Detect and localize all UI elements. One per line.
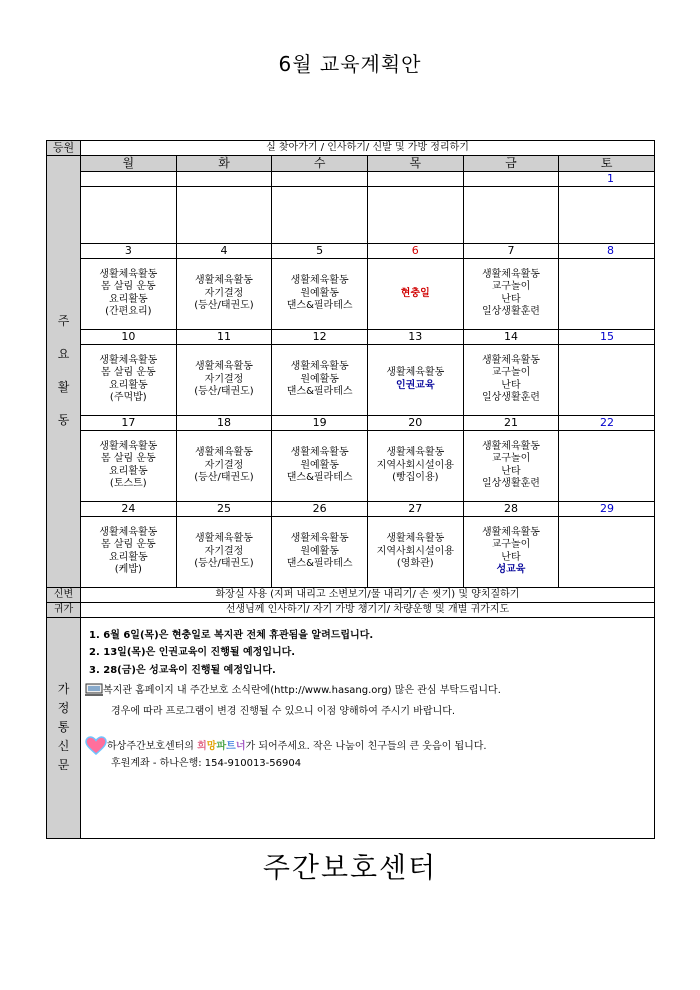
activity-line: 생활체육활동 <box>195 275 253 286</box>
date-cell <box>81 171 177 186</box>
activity-row <box>47 516 655 587</box>
program-change-notice: 경우에 따라 프로그램이 변경 진행될 수 있으니 이점 양해하여 주시기 바랍니다. <box>111 705 456 717</box>
activity-line: 생활체육활동 <box>195 447 253 458</box>
day-header: 토 <box>559 155 655 171</box>
date-cell: 19 <box>272 415 368 430</box>
activity-cell <box>272 186 368 243</box>
activity-cell <box>367 344 463 415</box>
newsletter-char: 신 <box>57 739 70 754</box>
activity-cell <box>463 258 559 329</box>
partner-char: 트 <box>226 741 236 753</box>
activity-cell <box>272 516 368 587</box>
main-activity-char: 요 <box>57 347 70 362</box>
day-header: 월 <box>81 155 177 171</box>
activity-cell <box>272 258 368 329</box>
activity-line: (영화관) <box>396 558 434 569</box>
date-cell: 29 <box>559 501 655 516</box>
day-header: 화 <box>176 155 272 171</box>
date-cell: 27 <box>367 501 463 516</box>
activity-line: 댄스&필라테스 <box>286 472 353 483</box>
date-cell: 17 <box>81 415 177 430</box>
date-row <box>47 501 655 516</box>
activity-line: 요리활동 <box>109 551 148 563</box>
activity-cell <box>81 430 177 501</box>
date-cell: 26 <box>272 501 368 516</box>
activity-cell <box>463 344 559 415</box>
activity-line: 생활체육활동 <box>290 447 349 458</box>
homepage-line <box>85 683 654 698</box>
activity-line: 일상생활훈련 <box>481 478 540 490</box>
activity-line: 교구놀이 <box>491 281 531 293</box>
day-header: 금 <box>463 155 559 171</box>
activity-line: 몸 살림 운동 <box>100 367 156 379</box>
activity-line: 생활체육활동 <box>99 354 158 366</box>
activity-line: 교구놀이 <box>491 367 531 379</box>
activity-line: 몸 살림 운동 <box>100 539 156 551</box>
date-cell: 8 <box>559 243 655 258</box>
activity-row <box>47 258 655 329</box>
activity-cell <box>463 516 559 587</box>
routine-label: 귀가 <box>47 602 81 617</box>
date-cell: 1 <box>559 171 655 186</box>
activity-cell <box>367 186 463 243</box>
date-cell: 22 <box>559 415 655 430</box>
activity-line: 자기결정 <box>204 545 244 557</box>
date-cell: 4 <box>176 243 272 258</box>
activity-line: 요리활동 <box>109 379 148 391</box>
main-activity-char: 동 <box>57 413 70 428</box>
newsletter-char: 문 <box>57 758 70 773</box>
date-cell: 18 <box>176 415 272 430</box>
activity-cell <box>559 258 655 329</box>
activity-cell <box>176 344 272 415</box>
activity-line: 난타 <box>501 551 521 563</box>
routine-row <box>47 602 655 617</box>
computer-icon <box>85 683 103 697</box>
partner-char: 파 <box>216 741 227 753</box>
activity-line: 자기결정 <box>204 459 244 471</box>
activity-line: 난타 <box>501 379 521 391</box>
activity-line: 생활체육활동 <box>386 367 445 379</box>
donation-account: 후원계좌 - 하나은행: 154-910013-56904 <box>111 758 302 770</box>
date-cell: 3 <box>81 243 177 258</box>
day-header: 수 <box>272 155 368 171</box>
activity-cell <box>559 516 655 587</box>
activity-line: 생활체육활동 <box>290 533 349 544</box>
activity-cell <box>367 516 463 587</box>
homepage-text: 복지관 홈페이지 내 주간보호 소식란에(http://www.hasang.org) 많은 관심 부탁드립니다. <box>103 685 501 697</box>
activity-line: 생활체육활동 <box>386 447 445 458</box>
activity-cell <box>176 516 272 587</box>
page-title: 6월 교육계획안 <box>278 52 422 76</box>
activity-cell <box>559 344 655 415</box>
activity-line: (토스트) <box>109 478 147 490</box>
activity-line: 댄스&필라테스 <box>286 300 353 311</box>
activity-cell <box>559 430 655 501</box>
activity-line: 생활체육활동 <box>290 361 349 372</box>
partner-char: 너 <box>235 741 246 753</box>
date-cell: 11 <box>176 329 272 344</box>
activity-line: 현충일 <box>400 287 430 299</box>
activity-line: 지역사회시설이용 <box>376 459 454 471</box>
activity-cell <box>176 258 272 329</box>
partner-char: 희 <box>197 741 207 753</box>
date-cell <box>367 171 463 186</box>
date-cell: 12 <box>272 329 368 344</box>
activity-cell <box>367 258 463 329</box>
partner-suffix: 가 되어주세요. 작은 나눔이 친구들의 큰 웃음이 됩니다. <box>245 741 487 753</box>
date-cell <box>176 171 272 186</box>
activity-line: (케밥) <box>114 564 142 576</box>
date-cell: 5 <box>272 243 368 258</box>
date-cell: 6 <box>367 243 463 258</box>
partner-line <box>85 736 654 756</box>
activity-line: 생활체육활동 <box>99 526 158 538</box>
newsletter-char: 통 <box>57 720 70 735</box>
notice-item: 1. 6월 6일(목)은 현충일로 복지관 전체 휴관됨을 알려드립니다. <box>89 629 374 641</box>
activity-line: 난타 <box>501 465 521 477</box>
activity-line: 자기결정 <box>204 373 244 385</box>
activity-line: (등산/태권도) <box>194 386 254 397</box>
activity-line: (등산/태권도) <box>194 300 254 311</box>
notice-item: 2. 13일(목)은 인권교육이 진행될 예정입니다. <box>89 647 296 659</box>
date-cell: 25 <box>176 501 272 516</box>
activity-line: 몸 살림 운동 <box>100 453 156 465</box>
routine-text: 선생님께 인사하기/ 자기 가방 챙기기/ 차량운행 및 개별 귀가지도 <box>81 602 655 617</box>
activity-line: 교구놀이 <box>491 539 531 551</box>
activity-line: (등산/태권도) <box>194 558 254 569</box>
activity-cell <box>463 186 559 243</box>
activity-line: 요리활동 <box>109 293 148 305</box>
activity-line: (간편요리) <box>105 306 152 318</box>
heart-icon <box>85 736 107 756</box>
newsletter-label <box>47 617 81 838</box>
activity-line: 원예활동 <box>300 459 339 471</box>
date-row <box>47 171 655 186</box>
arrival-text: 실 찾아가기 / 인사하기/ 신발 및 가방 정리하기 <box>81 141 655 156</box>
newsletter-char: 가 <box>57 682 70 697</box>
notice-list <box>89 630 654 678</box>
date-row <box>47 243 655 258</box>
activity-line: 댄스&필라테스 <box>286 558 353 569</box>
date-cell: 21 <box>463 415 559 430</box>
activity-line: 댄스&필라테스 <box>286 386 353 397</box>
activity-cell <box>81 258 177 329</box>
activity-line: 몸 살림 운동 <box>100 281 156 293</box>
activity-line: 생활체육활동 <box>481 440 540 452</box>
date-cell: 24 <box>81 501 177 516</box>
activity-cell <box>81 344 177 415</box>
activity-line: 난타 <box>501 293 521 305</box>
activity-line: 요리활동 <box>109 465 148 477</box>
routine-row <box>47 587 655 602</box>
routine-text: 화장실 사용 (지퍼 내리고 소변보기/물 내리기/ 손 씻기) 및 양치질하기 <box>81 587 655 602</box>
date-cell: 14 <box>463 329 559 344</box>
activity-line: 생활체육활동 <box>481 268 540 280</box>
activity-line: (등산/태권도) <box>194 472 254 483</box>
date-cell: 7 <box>463 243 559 258</box>
newsletter-body <box>81 617 655 838</box>
activity-line: 교구놀이 <box>491 453 531 465</box>
activity-line: 생활체육활동 <box>195 533 253 544</box>
activity-line: 생활체육활동 <box>195 361 253 372</box>
partner-char: 망 <box>206 741 217 753</box>
activity-line: 자기결정 <box>204 287 244 299</box>
date-row <box>47 329 655 344</box>
date-row <box>47 415 655 430</box>
activity-row <box>47 186 655 243</box>
date-cell: 10 <box>81 329 177 344</box>
date-cell: 15 <box>559 329 655 344</box>
routine-label: 신변 <box>47 587 81 602</box>
newsletter-char: 정 <box>57 701 70 716</box>
center-name: 주간보호센터 <box>262 851 438 884</box>
activity-cell <box>81 516 177 587</box>
activity-line: 생활체육활동 <box>99 268 158 280</box>
activity-row <box>47 344 655 415</box>
activity-line: 원예활동 <box>300 373 339 385</box>
activity-line: 일상생활훈련 <box>481 306 540 318</box>
activity-cell <box>559 186 655 243</box>
notice-item: 3. 28(금)은 성교육이 진행될 예정입니다. <box>89 664 276 676</box>
partner-prefix: 하상주간보호센터의 <box>107 741 198 753</box>
activity-line: 생활체육활동 <box>481 526 540 538</box>
activity-row <box>47 430 655 501</box>
plan-table <box>46 140 655 839</box>
activity-cell <box>272 344 368 415</box>
main-activity-char: 주 <box>57 314 70 329</box>
activity-cell <box>367 430 463 501</box>
activity-line: 인권교육 <box>395 379 435 391</box>
activity-line: 생활체육활동 <box>99 440 158 452</box>
activity-line: 성교육 <box>496 564 526 576</box>
date-cell: 28 <box>463 501 559 516</box>
activity-line: 생활체육활동 <box>481 354 540 366</box>
date-cell: 13 <box>367 329 463 344</box>
date-cell: 20 <box>367 415 463 430</box>
activity-line: 일상생활훈련 <box>481 392 540 404</box>
activity-line: (주먹밥) <box>109 392 147 404</box>
newsletter-row <box>47 617 655 838</box>
activity-line: 생활체육활동 <box>386 533 445 544</box>
activity-cell <box>176 430 272 501</box>
day-header-row <box>47 155 655 171</box>
activity-line: 생활체육활동 <box>290 275 349 286</box>
activity-cell <box>463 430 559 501</box>
main-activity-label <box>47 155 81 587</box>
activity-cell <box>176 186 272 243</box>
date-cell <box>463 171 559 186</box>
arrival-label: 등원 <box>47 141 81 156</box>
activity-line: 지역사회시설이용 <box>376 545 454 557</box>
arrival-row <box>47 141 655 156</box>
activity-cell <box>81 186 177 243</box>
date-cell <box>272 171 368 186</box>
day-header: 목 <box>367 155 463 171</box>
activity-line: 원예활동 <box>300 287 339 299</box>
activity-cell <box>272 430 368 501</box>
activity-line: (빵집이용) <box>392 472 439 483</box>
activity-line: 원예활동 <box>300 545 339 557</box>
main-activity-char: 활 <box>57 380 70 395</box>
